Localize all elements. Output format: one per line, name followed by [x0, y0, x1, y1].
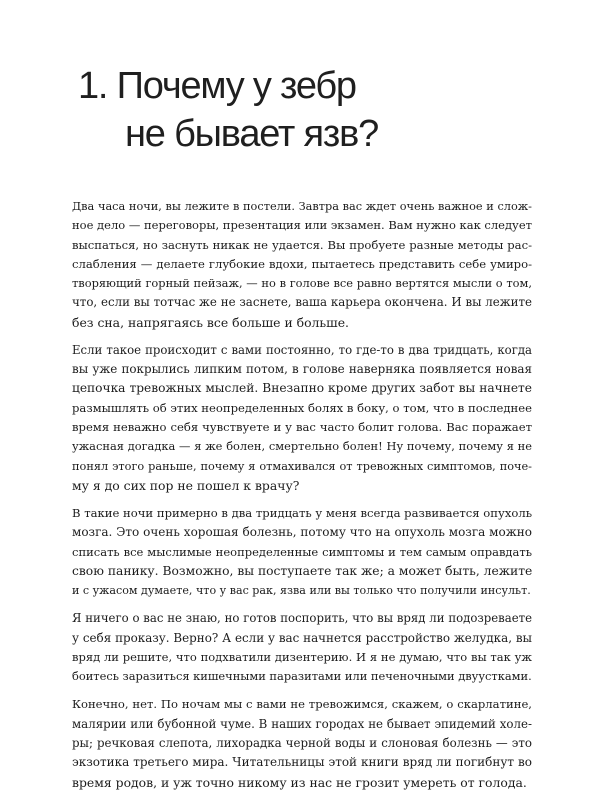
chapter-body	[72, 197, 532, 801]
paragraph-line: цепочка тревожных мыслей. Внезапно кроме других забот вы начнете	[72, 381, 532, 396]
paragraph-line: ное дело — переговоры, презентация или экзамен. Вам нужно как следует	[72, 218, 532, 233]
paragraph-line: му я до сих пор не пошел к врачу?	[72, 477, 300, 493]
paragraph	[72, 504, 532, 600]
paragraph-line: время родов, и уж точно никому из нас не грозит умереть от голода.	[72, 774, 527, 790]
paragraph	[72, 695, 532, 791]
paragraph	[72, 341, 532, 495]
paragraph-line: вы уже покрылись липким потом, в голове наверняка появляется новая	[72, 362, 532, 377]
paragraph-line: без сна, напрягаясь все больше и больше.	[72, 314, 349, 330]
paragraph-line: у себя проказу. Верно? А если у вас начнется расстройство желудка, вы	[72, 630, 532, 645]
paragraph-line: понял этого раньше, почему я отмахивался от тревожных симптомов, поче-	[72, 459, 532, 473]
paragraph-line: Конечно, нет. По ночам мы с вами не тревожимся, скажем, о скарлатине,	[72, 697, 532, 712]
chapter-title-line-1: 1. Почему у зебр	[78, 65, 356, 107]
paragraph-line: выспаться, но заснуть никак не удается. Вы пробуете разные методы рас-	[72, 237, 532, 252]
paragraph-line: малярии или бубонной чуме. В наших городах не бывает эпидемий холе-	[72, 716, 532, 731]
paragraph-line: размышлять об этих неопределенных болях в боку, о том, что в последнее	[72, 400, 532, 415]
chapter-title	[78, 62, 538, 158]
paragraph	[72, 197, 532, 332]
paragraph	[72, 609, 532, 686]
paragraph-line: и с ужасом думаете, что у вас рак, язва или вы только что получили инсульт.	[72, 584, 531, 598]
paragraph-line: списать все мыслимые неопределенные симптомы и тем самым оправдать	[72, 544, 532, 559]
paragraph-line: экзотика третьего мира. Читательницы этой книги вряд ли погибнут во	[72, 755, 532, 770]
paragraph-line: боитесь заразиться кишечными паразитами или печеночными двуустками.	[72, 669, 532, 684]
paragraph-line: В такие ночи примерно в два тридцать у меня всегда развивается опухоль	[72, 506, 532, 521]
paragraph-line: время неважно себя чувствуете и у вас часто болит голова. Вас поражает	[72, 420, 532, 435]
paragraph-line: что, если вы тотчас же не заснете, ваша карьера окончена. И вы лежите	[72, 295, 532, 310]
chapter-title-line-2: не бывает язв?	[125, 113, 379, 155]
paragraph-line: слабления — делаете глубокие вдохи, пытаетесь представить себе умиро-	[72, 256, 532, 271]
paragraph-line: Два часа ночи, вы лежите в постели. Завтра вас ждет очень важное и слож-	[72, 200, 532, 213]
paragraph-line: ужасная догадка — я же болен, смертельно болен! Ну почему, почему я не	[72, 439, 532, 454]
paragraph-line: творяющий горный пейзаж, — но в голове все равно вертятся мысли о том,	[72, 276, 532, 291]
paragraph-line: ры; речковая слепота, лихорадка черной воды и слоновая болезнь — это	[72, 735, 532, 750]
paragraph-line: Я ничего о вас не знаю, но готов поспорить, что вы вряд ли подозреваете	[72, 611, 532, 626]
paragraph-line: свою панику. Возможно, вы поступаете так же; а может быть, лежите	[72, 563, 532, 578]
paragraph-line: мозга. Это очень хорошая болезнь, потому что на опухоль мозга можно	[72, 525, 532, 540]
paragraph-line: вряд ли решите, что подхватили дизентерию. И я не думаю, что вы так уж	[72, 649, 532, 664]
paragraph-line: Если такое происходит с вами постоянно, то где-то в два тридцать, когда	[72, 342, 532, 357]
